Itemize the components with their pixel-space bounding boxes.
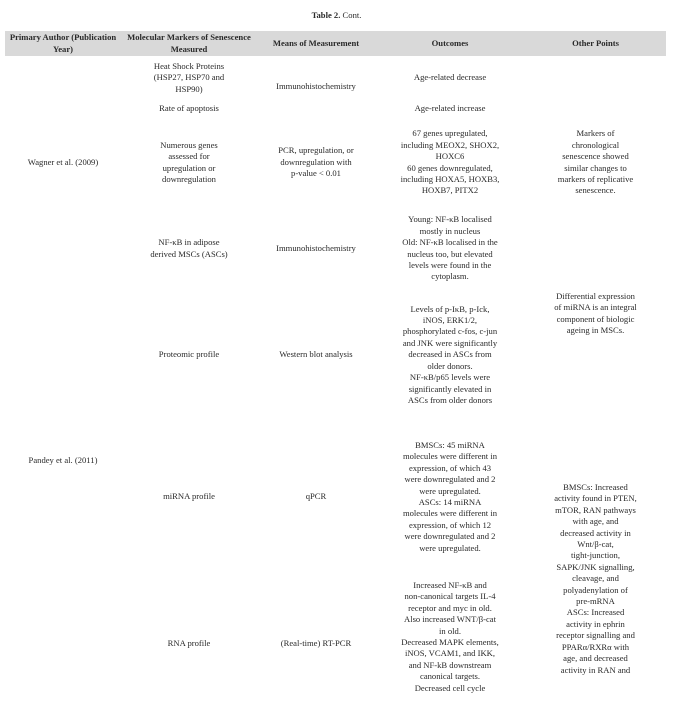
cell-marker: miRNA profile xyxy=(163,491,215,502)
table-row xyxy=(5,118,666,207)
cell-outcome: Age-related increase xyxy=(414,103,486,114)
cell-other-blank xyxy=(525,56,666,118)
cell-outcome: 67 genes upregulated, including MEOX2, SHOX2, HOXC6 60 genes downregulated, including HOXA5, HOXB3, HOXB7, PITX2 xyxy=(400,128,500,196)
cell-outcome: Increased NF-κB and non-canonical targets IL-4 receptor and myc in old. Also increased WNT/β-cat in old. Decreased MAPK elements, iNOS, VCAM1, and IKK, and NF-kB downstream canonical targets. Decreased cell cycle xyxy=(401,580,499,693)
data-table xyxy=(5,31,666,714)
header-outcomes: Outcomes xyxy=(375,31,525,56)
table-caption xyxy=(0,10,673,21)
cell-marker: Rate of apoptosis xyxy=(159,103,219,114)
cell-means: Immunohistochemistry xyxy=(276,242,356,253)
cell-marker: Heat Shock Proteins (HSP27, HSP70 and HSP90) xyxy=(153,60,225,94)
cell-means: qPCR xyxy=(305,491,327,502)
cell-outcome: Young: NF-κB localised mostly in nucleus Old: NF-κB localised in the nucleus too, but elevated levels were found in the cytoplasm. xyxy=(402,214,498,282)
cell-means: Western blot analysis xyxy=(279,349,353,360)
cell-means: PCR, upregulation, or downregulation with p-value < 0.01 xyxy=(278,145,354,179)
cell-author-blank xyxy=(5,56,121,118)
cell-means: (Real-time) RT-PCR xyxy=(280,638,352,649)
caption-label: Table 2. xyxy=(311,10,341,20)
table-row xyxy=(5,207,666,290)
cell-marker: NF-κB in adipose derived MSCs (ASCs) xyxy=(150,237,228,259)
cell-marker: Proteomic profile xyxy=(158,349,220,360)
cell-means: Immunohistochemistry xyxy=(276,81,356,92)
cell-outcome: Levels of p-IκB, p-Ick, iNOS, ERK1/2, phosphorylated c-fos, c-jun and JNK were significantly decreased in ASCs from older donors. NF-κB/p65 levels were significantly elevated in ASCs from older donors xyxy=(402,303,498,405)
header-row xyxy=(5,31,666,56)
cell-other: Differential expression of miRNA is an integral component of biologic ageing in MSCs. xyxy=(554,290,637,335)
header-means: Means of Measurement xyxy=(257,31,375,56)
cell-author: Pandey et al. (2011) xyxy=(28,454,98,465)
header-author: Primary Author (Publication Year) xyxy=(5,31,121,56)
cell-other: BMSCs: Increased activity found in PTEN, mTOR, RAN pathways with age, and decreased activity in Wnt/β-cat, tight-junction, SAPK/JNK signalling, cleavage, and polyadenylation of pre-mRNA ASCs: Increased activity in ephrin receptor signalling and PPARα/RXRα with age, and decreased activity in RAN and xyxy=(554,482,637,675)
table-row xyxy=(5,56,666,100)
cell-marker: RNA profile xyxy=(167,638,211,649)
cell-author: Wagner et al. (2009) xyxy=(27,156,99,167)
header-other-points: Other Points xyxy=(525,31,666,56)
cell-outcome: Age-related decrease xyxy=(413,72,487,83)
header-markers: Molecular Markers of Senescence Measured xyxy=(121,31,257,56)
caption-suffix: Cont. xyxy=(342,10,362,20)
cell-marker: Numerous genes assessed for upregulation or downregulation xyxy=(160,139,218,184)
cell-outcome: BMSCs: 45 miRNA molecules were different in expression, of which 43 were downregulated and 2 were upregulated. ASCs: 14 miRNA molecules were different in expression, of which 12 were downregulated and 2 were upregulated. xyxy=(402,439,498,553)
cell-other: Markers of chronological senescence showed similar changes to markers of replicative senescence. xyxy=(557,128,634,196)
